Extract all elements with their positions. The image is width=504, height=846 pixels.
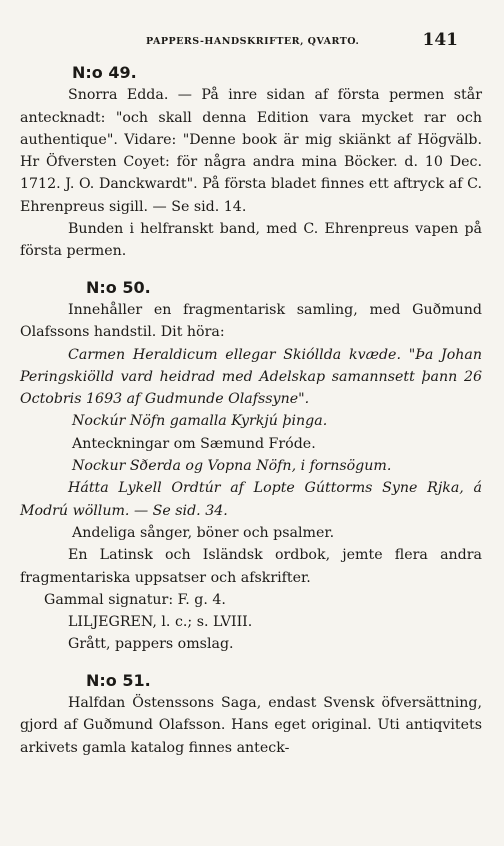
- entry-paragraph: Nockur Sðerda og Vopna Nöfn, i fornsögum.: [72, 458, 392, 475]
- entry-paragraph: Grått, pappers omslag.: [68, 636, 234, 653]
- entry-paragraph: Carmen Heraldicum ellegar Skióllda kvæde. "Þa Johan Peringskiölld vard heidrad med Adelskap samannsett þann 26 Octobris 1693 af Gudmunde Olafssyne".: [20, 346, 482, 408]
- entry-paragraph: Anteckningar om Sæmund Fróde.: [72, 435, 316, 452]
- entry-heading: N:o 51.: [86, 670, 151, 690]
- entry-paragraph: Andeliga sånger, böner och psalmer.: [72, 524, 335, 541]
- entry-paragraph: Bunden i helfranskt band, med C. Ehrenpreus vapen på första permen.: [20, 221, 482, 260]
- entry-paragraph: Halfdan Östenssons Saga, endast Svensk öfversättning, gjord af Guðmund Olafsson. Hans eget original. Uti antiqvitets arkivets gamla katalog finnes anteck-: [20, 695, 482, 756]
- page-header: [0, 30, 504, 52]
- entry-paragraph: Snorra Edda. — På inre sidan af första permen står antecknadt: "och skall denna Edition vara mycket rar och authentique". Vidare: "Denne book är mig skiänkt af Högvälb. Hr Öfversten Coyet: för några andra mina Böcker. d. 10 Dec. 1712. J. O. Danckwardt". På första bladet finnes ett aftryck af C. Ehrenpreus sigill. — Se sid. 14.: [20, 87, 482, 215]
- entry-paragraph: LILJEGREN, l. c.; s. LVIII.: [68, 614, 253, 631]
- body-text: [20, 60, 482, 759]
- entry-heading: N:o 49.: [72, 63, 137, 82]
- entry-paragraph: En Latinsk och Isländsk ordbok, jemte flera andra fragmentariska uppsatser och afskrifter.: [20, 547, 482, 586]
- entry-paragraph: Hátta Lykell Ordtúr af Lopte Gúttorms Syne Rjka, á Modrú wöllum. — Se sid. 34.: [20, 480, 482, 519]
- entry-heading: N:o 50.: [86, 277, 151, 297]
- entry-paragraph: Nockúr Nöfn gamalla Kyrkjú þinga.: [72, 413, 328, 430]
- page-number: 141: [422, 30, 458, 50]
- running-title: PAPPERS-HANDSKRIFTER, QVARTO.: [146, 36, 360, 47]
- entry-paragraph: Gammal signatur: F. g. 4.: [44, 591, 226, 608]
- entry-paragraph: Innehåller en fragmentarisk samling, med Guðmund Olafssons handstil. Dit höra:: [20, 301, 482, 341]
